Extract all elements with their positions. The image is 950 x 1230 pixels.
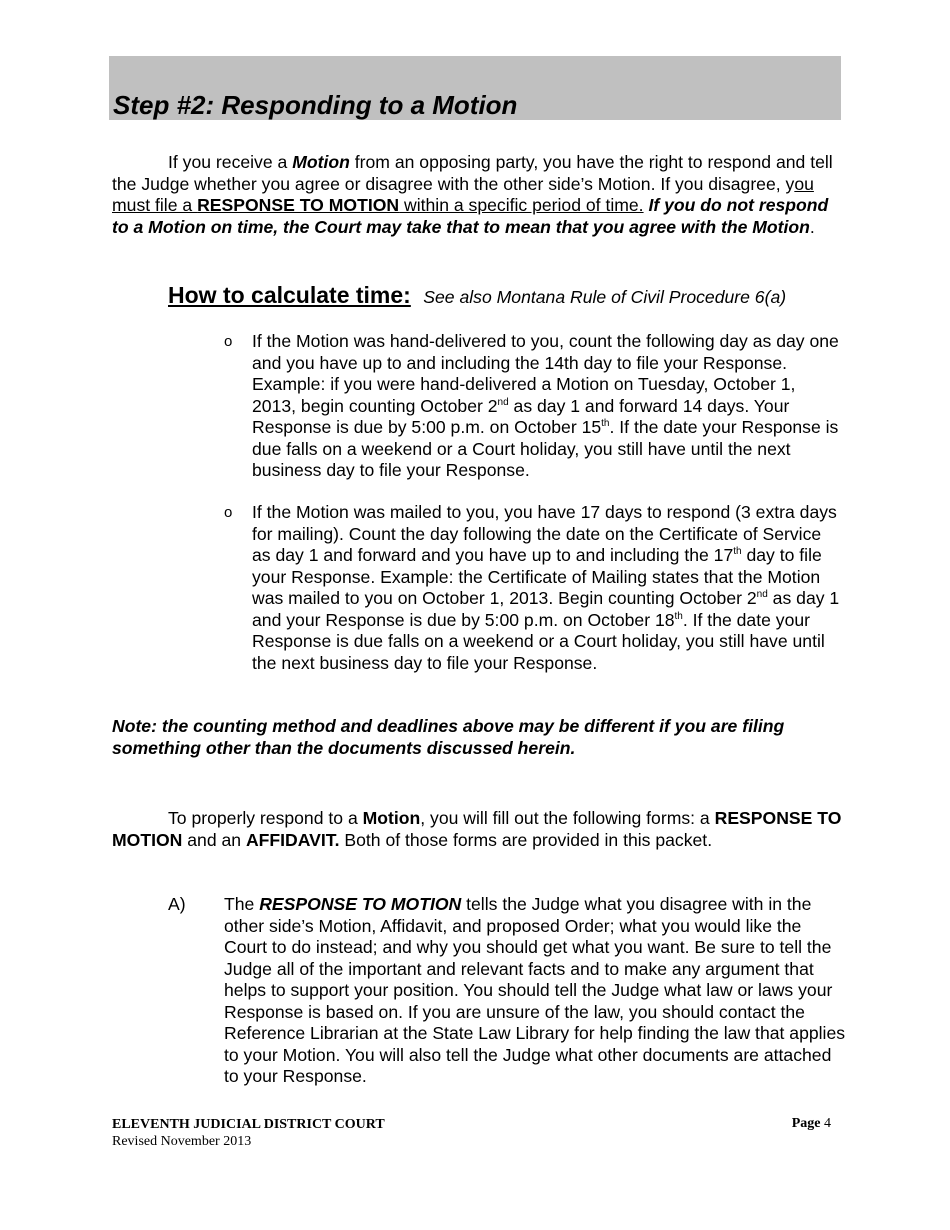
bullet2-part-a: If the Motion was mailed to you, you have 17 days to respond (3 extra days for mailing). Count the day following the date on the Certificate of Service as day 1 and forward and you have up to and including the 17	[252, 502, 837, 565]
bullet2-part-d: . If the date your Response is due falls on a weekend or a Court holiday, you still have until the next business day to file your Response.	[252, 609, 825, 673]
bullet-marker: o	[224, 333, 233, 350]
rule-reference: See also Montana Rule of Civil Procedure 6(a)	[423, 287, 787, 307]
forms-paragraph	[112, 808, 842, 851]
list-item-a-text	[224, 894, 848, 1088]
calculate-time-heading: How to calculate time:	[168, 282, 411, 308]
page-label: Page	[791, 1116, 821, 1131]
forms-affidavit-term: AFFIDAVIT.	[245, 829, 340, 850]
bullet-hand-delivered	[224, 331, 844, 482]
bullet2-sup-2: nd	[756, 589, 768, 600]
bullet1-part-c: . If the date your Response is due falls on a weekend or a Court holiday, you still have until the next business day to file your Response.	[252, 417, 839, 480]
bullet2-part-c: as day 1 and your Response is due by 5:00 p.m. on October 18	[252, 588, 840, 630]
bullet1-sup-2: th	[601, 418, 610, 429]
forms-response-term: RESPONSE TO MOTION	[112, 808, 842, 850]
page-title: Step #2: Responding to a Motion	[113, 90, 518, 120]
bullet1-part-b: as day 1 and forward 14 days. Your Response is due by 5:00 p.m. on October 15	[252, 395, 790, 437]
intro-period: .	[809, 216, 815, 237]
calculate-time-heading-row	[168, 282, 848, 309]
bullet-hand-delivered-text	[252, 331, 844, 482]
forms-text-1: To properly respond to a	[168, 808, 363, 828]
intro-must-file-2: within a specific period of time.	[399, 195, 644, 215]
footer-court-name: ELEVENTH JUDICIAL DISTRICT COURT	[112, 1117, 385, 1132]
list-item-label: A)	[168, 894, 186, 914]
forms-text-3: , you will fill out the following forms: a	[420, 808, 715, 828]
bullet2-sup-3: th	[674, 610, 683, 622]
page-number: 4	[824, 1116, 831, 1131]
forms-motion-term: Motion	[362, 808, 421, 828]
item-a-text-3: tells the Judge what you disagree with in the other side’s Motion, Affidavit, and proposed Order; what you would like the Court to do instead; and why you should get what you want. Be sure to tell the Judge all of the important and relevant facts and to make any argument that helps to support your position. You should tell the Judge what law or laws your Response is based on. If you are unsure of the law, you should contact the Reference Librarian at the State Law Library for help finding the law that applies to your Motion. You will also tell the Judge what other documents are attached to your Response.	[224, 894, 846, 1086]
intro-motion-term: Motion	[292, 152, 350, 172]
forms-text-7: Both of those forms are provided in this packet.	[339, 829, 713, 850]
item-a-response-term: RESPONSE TO MOTION	[259, 894, 462, 914]
intro-must-file-1: ou must file a	[112, 173, 814, 215]
intro-paragraph	[112, 152, 842, 238]
bullet-marker: o	[224, 504, 233, 521]
intro-text-1: If you receive a	[168, 152, 293, 172]
bullet-mailed	[224, 502, 844, 674]
intro-text-3: from an opposing party, you have the right to respond and tell the Judge whether you agree or disagree with the other side’s Motion. If you disagree, y	[112, 152, 833, 194]
bullet-mailed-text	[252, 502, 844, 674]
list-item-a	[168, 894, 848, 1088]
bullet2-part-b: day to file your Response. Example: the Certificate of Mailing states that the Motion was mailed to you on October 1, 2013. Begin counting October 2	[252, 545, 822, 608]
bullet1-part-a: If the Motion was hand-delivered to you, count the following day as day one and you have up to and including the 14th day to file your Response. Example: if you were hand-delivered a Motion on Tuesday, October 1, 2013, begin counting October 2	[252, 331, 839, 416]
item-a-text-1: The	[224, 894, 260, 914]
footer-page-number	[792, 1116, 831, 1132]
footer-court-info	[112, 1116, 385, 1150]
intro-warning: If you do not respond to a Motion on time, the Court may take that to mean that you agree with the Motion	[112, 195, 829, 237]
intro-response-term: RESPONSE TO MOTION	[197, 195, 400, 215]
note-paragraph: Note: the counting method and deadlines above may be different if you are filing something other than the documents discussed herein.	[112, 716, 785, 758]
bullet1-sup-1: nd	[497, 396, 509, 408]
section-header-bar	[109, 56, 841, 120]
bullet2-sup-1: th	[733, 546, 742, 557]
footer-revised-date: Revised November 2013	[112, 1134, 252, 1149]
forms-text-5: and an	[182, 829, 246, 850]
